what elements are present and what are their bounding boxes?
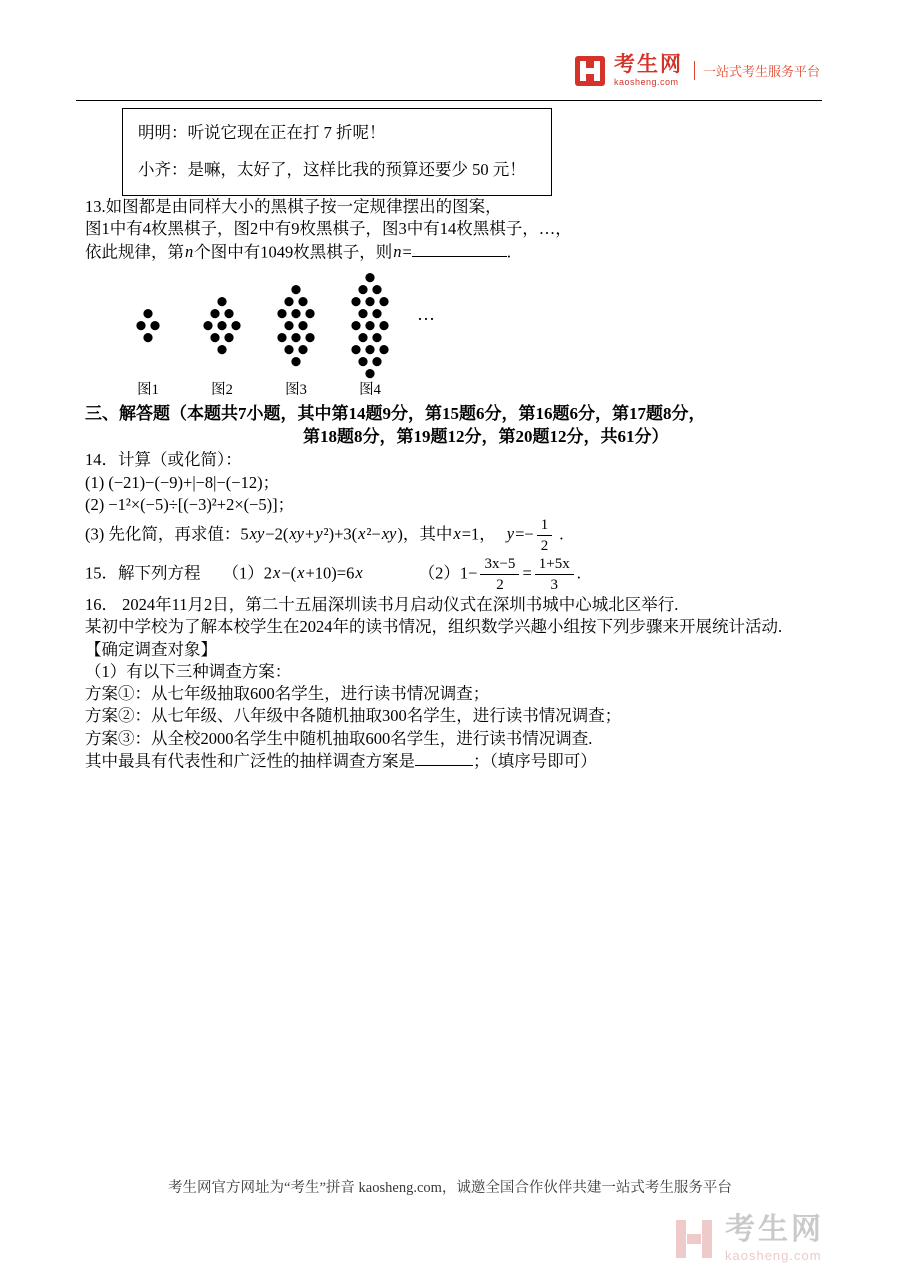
dot-pattern-3 bbox=[275, 271, 317, 379]
figure-label-2: 图2 bbox=[211, 382, 233, 399]
q16-line1: 16． 2024年11月2日，第二十五届深圳读书月启动仪式在深圳书城中心城北区举行. bbox=[85, 595, 679, 615]
figure-label-4: 图4 bbox=[359, 382, 381, 399]
watermark-domain: kaosheng.com bbox=[725, 1248, 822, 1263]
section3-heading-line1: 三、解答题（本题共7小题，其中第14题9分，第15题6分，第16题6分，第17题8分， bbox=[85, 404, 706, 424]
q14-title: 14．计算（或化简）： bbox=[85, 450, 242, 470]
kaosheng-logo-icon bbox=[575, 56, 605, 86]
watermark-text-block bbox=[725, 1215, 824, 1262]
q14-item1: (1) (−21)−(−9)+|−8|−(−12)； bbox=[85, 472, 280, 492]
logo-text-block bbox=[614, 54, 683, 87]
q15-line: 15．解下列方程 （1）2x−(x+10)=6x （2）1− $\frac{3x-5}{2}$ = $\frac{1+5x}{3}$ . bbox=[85, 556, 581, 594]
figure-label-1: 图1 bbox=[137, 382, 159, 399]
dialog-box bbox=[122, 108, 552, 196]
q13-line2: 图1中有4枚黑棋子，图2中有9枚黑棋子，图3中有14枚黑棋子，…， bbox=[85, 219, 572, 239]
q16-plan-2: 方案②：从七年级、八年级中各随机抽取300名学生，进行读书情况调查； bbox=[85, 706, 622, 726]
dot-pattern-4 bbox=[349, 271, 391, 379]
figure-1 bbox=[111, 271, 185, 403]
q16-sub1: （1）有以下三种调查方案： bbox=[85, 661, 292, 681]
figure-3 bbox=[259, 271, 333, 403]
figure-4 bbox=[333, 271, 407, 403]
watermark-logo-icon bbox=[673, 1218, 715, 1260]
q13-figures bbox=[111, 271, 823, 403]
figure-2 bbox=[185, 271, 259, 403]
q16-plan-3: 方案③：从全校2000名学生中随机抽取600名学生，进行读书情况调查. bbox=[85, 728, 593, 748]
section3-heading-line2: 第18题8分，第19题12分，第20题12分，共61分） bbox=[303, 427, 669, 447]
q13-line1: 13.如图都是由同样大小的黑棋子按一定规律摆出的图案， bbox=[85, 197, 502, 217]
watermark-text: 考生网 bbox=[725, 1213, 824, 1246]
dialog-line-mingming: 明明：听说它现在正在打 7 折呢！ bbox=[138, 123, 386, 142]
q16-line2: 某初中学校为了解本校学生在2024年的读书情况，组织数学兴趣小组按下列步骤来开展统计活动. bbox=[85, 617, 783, 637]
q13-line3: 依此规律，第n个图中有1049枚黑棋子，则n= . bbox=[85, 242, 511, 262]
logo-tagline: 一站式考生服务平台 bbox=[694, 61, 820, 80]
q16-plan-1: 方案①：从七年级抽取600名学生，进行读书情况调查； bbox=[85, 684, 490, 704]
footer-text: 考生网官方网址为“考生”拼音 kaosheng.com，诚邀全国合作伙伴共建一站式考生服务平台 bbox=[168, 1180, 732, 1196]
dialog-line-xiaoqi: 小齐：是嘛，太好了，这样比我的预算还要少 50 元！ bbox=[138, 159, 526, 179]
watermark-logo bbox=[673, 1215, 824, 1262]
logo-text: 考生网 bbox=[613, 53, 683, 76]
dot-pattern-1 bbox=[134, 271, 162, 379]
figure-label-3: 图3 bbox=[285, 382, 307, 399]
dot-pattern-2 bbox=[201, 271, 243, 379]
header-divider bbox=[76, 100, 822, 101]
exam-content bbox=[85, 108, 823, 773]
q14-item3: (3) 先化简，再求值：5xy−2(xy+y²)+3(x²−xy)，其中x=1， y=− $\frac{1}{2}$ . bbox=[85, 517, 564, 555]
q16-survey-object-heading: 【确定调查对象】 bbox=[85, 639, 217, 659]
site-header bbox=[575, 54, 820, 87]
logo-domain: kaosheng.com bbox=[613, 77, 679, 87]
figures-ellipsis: … bbox=[417, 304, 437, 325]
q14-item2: (2) −1²×(−5)÷[(−3)²+2×(−5)]； bbox=[85, 494, 295, 514]
q16-answer-line: 其中最具有代表性和广泛性的抽样调查方案是 ；（填序号即可） bbox=[85, 751, 597, 771]
